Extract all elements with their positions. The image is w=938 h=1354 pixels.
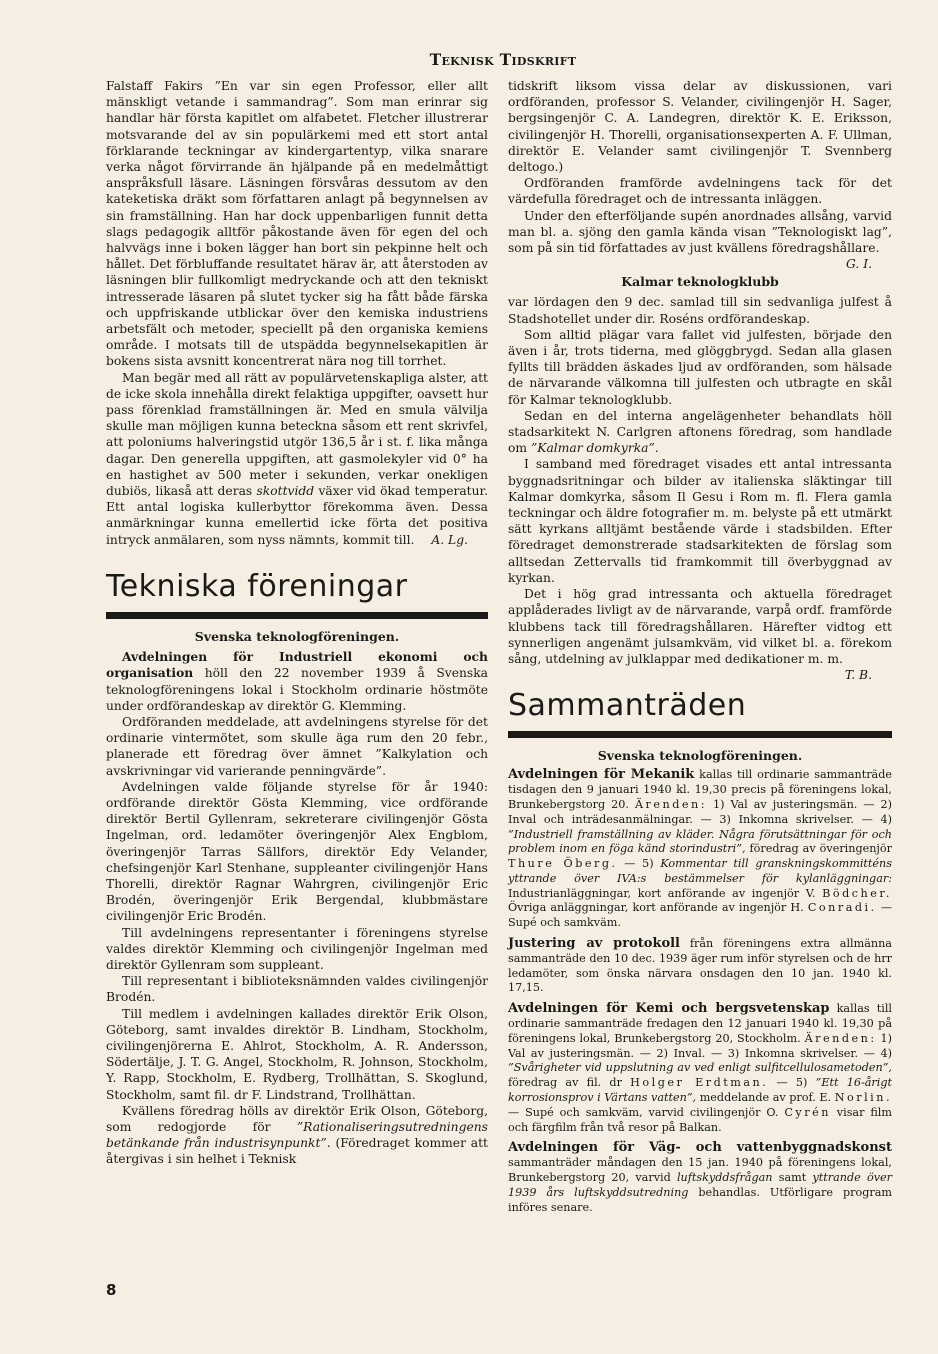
meeting-report-paragraph: Till representant i biblioteksnämnden valdes civilingenjör Brodén. xyxy=(106,974,488,1005)
club-report-paragraph: Som alltid plägar vara fallet vid julfesten, började den även i år, trots tiderna, med glöggbrygd. Sedan alla glasen fyllts till brädden äskades ljud av ordföranden, som hälsade de närvarande välkomna till julfesten och utbragte en skål för Kalmar teknologklubb. xyxy=(508,327,892,407)
meeting-report-paragraph: Till avdelningens representanter i föreningens styrelse valdes direktör Klemming och civilingenjör Ingelman med direktör Gyllenram som suppleant. xyxy=(106,925,488,972)
emphasis: skottvidd xyxy=(256,484,315,499)
meeting-report-paragraph: Avdelningen valde följande styrelse för år 1940: ordförande direktör Gösta Klemming, vice ordförande direktör Bertil Gyllenram, sekreterare civilingenjör Gösta Ingelman, ord. ledamöter överingenjör Alex Engblom, överingenjör Tarras Sällfors, direktör Edy Velander, chefsingenjör Karl Stenhane, suppleanter civilingenjör Hans Thorelli, direktör Ragnar Wahrgren, civilingenjör Eric Brodén, överingenjör Erik Bergendal, klubbmästare civilingenjör Eric Brodén. xyxy=(106,779,488,924)
meeting-report-paragraph: Ordföranden framförde avdelningens tack för det värdefulla föredraget och de intressanta inläggen. xyxy=(508,176,892,207)
review-paragraph: Falstaff Fakirs ”En var sin egen Professor, eller allt mänskligt vetande i sammandrag”. Som man erinrar sig handlar här första kapitlet om alfabetet. Fletcher illustrerar motsvarande del av sin populärkemi med ett stort antal förklarande teckningar av kindergartentyp, vilka snarare verka något förvirrande än hjälpande på en medelmåttigt anspråksfull läsare. Läsningen försvåras dessutom av den kateketiska dräkt som författaren anlagt på begynnelsen av sin framställning. Han har dock uppenbarligen funnit detta slags pedagogik alltför påkostande även för egen del och halvvägs inne i boken lägger han bort sin pekpinne helt och hållet. Det förbluffande resultatet härav är, att återstoden av läsningen blir fullkomligt medryckande och att den tekniskt intresserade läsaren på slutet tycker sig ha fått både färska och uppfriskande utblickar över den kemiska industriens arbetsfält och metoder, speciellt på den organiska kemiens område. I motsats till de utspädda begynnelsekapitlen är bokens sista avsnitt koncentrerat nära nog till torrhet. xyxy=(106,79,488,369)
signature: A. Lg. xyxy=(431,532,468,547)
page-number: 8 xyxy=(106,1281,117,1299)
meeting-report-paragraph: Ordföranden meddelade, att avdelningens styrelse för det ordinarie vintermötet, som skulle äga rum den 20 febr., planerade ett föredrag över ämnet ”Kalkylation och avskrivningar vid varierande penningvärde”. xyxy=(106,714,488,778)
subsection-title: Svenska teknologföreningen. xyxy=(597,748,803,764)
journal-masthead: Teknisk Tidskrift xyxy=(429,50,577,69)
meeting-report-paragraph: Kvällens föredrag hölls av direktör Erik Olson, Göteborg, som redogjorde för ”Rationaliseringsutredningens betänkande från industrisynpunkt”. (Föredraget kommer att återgivas i sin helhet i Teknisk xyxy=(106,1103,488,1167)
subsection-title-kalmar: Kalmar teknologklubb xyxy=(621,274,779,290)
meeting-report-paragraph: Under den efterföljande supén anordnades allsång, varvid man bl. a. sjöng den gamla kända visan ”Teknologiskt lag”, som på sin tid författades av just kvällens föredragshållare. G. I. xyxy=(508,208,892,272)
section-rule xyxy=(106,612,488,619)
meeting-report-paragraph: Till medlem i avdelningen kallades direktör Erik Olson, Göteborg, samt invaldes direktör B. Lindham, Stockholm, civilingenjörerna E. Ahlrot, Stockholm, A. R. Andersson, Södertälje, J. T. G. Angel, Stockholm, R. Johnson, Stockholm, Y. Rapp, Stockholm, E. Rydberg, Trollhättan, S. Skoglund, Stockholm, samt fil. dr F. Lindstrand, Trollhättan. xyxy=(106,1006,488,1102)
meeting-notice: Avdelningen för Kemi och bergsvetenskap kallas till ordinarie sammanträde fredagen den 12 januari 1940 kl. 19,30 på föreningens lokal, Brunkebergstorg 20, Stockholm. Ärenden: 1) Val av justeringsmän. — 2) Inval. — 3) Inkomna skrivelser. — 4) ”Svårigheter vid uppslutning av ved enligt sulfitcellulosametoden”, föredrag av fil. dr Holger Erdtman. — 5) ”Ett 16-årigt korrosionsprov i Värtans vatten”, meddelande av prof. E. Norlin. — Supé och samkväm, varvid civilingenjör O. Cyrén visar film och färgfilm från två resor på Balkan. xyxy=(508,1001,893,1134)
section-rule xyxy=(508,731,892,738)
subsection-title: Svenska teknologföreningen. xyxy=(194,628,400,644)
club-report-paragraph: Det i hög grad intressanta och aktuella föredraget applåderades livligt av de närvarande, varpå ordf. framförde klubbens tack till föredragshållaren. Härefter vidtog ett synnerligen angenämt julsamkväm, vid vilket bl. a. förekom sång, utdelning av julklappar med dedikationer m. m. T. B. xyxy=(508,587,892,683)
club-report-paragraph: I samband med föredraget visades ett antal intressanta byggnadsritningar och bilder av italienska släktingar till Kalmar domkyrka, såsom Il Gesu i Rom m. fl. Flera gamla teckningar och äldre fotografier m. m. belyste på ett utmärkt sätt kyrkans alltjämt bestående värde i stadsbilden. Efter föredraget demonstrerade stadsarkitekten de förslag som alltsedan Zettervalls tid framkommit till överbyggnad av kyrkan. xyxy=(508,457,892,585)
left-column xyxy=(106,78,488,1168)
meeting-notice: Justering av protokoll från föreningens extra allmänna sammanträde den 10 dec. 1939 äger rum inför styrelsen och de hrr ledamöter, som önska närvara onsdagen den 10 jan. 1940 kl. 17,15. xyxy=(508,936,892,995)
meeting-notice: Avdelningen för Väg- och vattenbyggnadskonst sammanträder måndagen den 15 jan. 1940 på föreningens lokal, Brunkebergstorg 20, varvid luftskyddsfrågan samt yttrande över 1939 års luftskyddsutredning behandlas. Utförligare program införes senare. xyxy=(508,1140,893,1214)
section-title-sammantraden: Sammanträden xyxy=(508,688,747,724)
section-title-tekniska-foreningar: Tekniska föreningar xyxy=(106,568,408,604)
meeting-report-continued: tidskrift liksom vissa delar av diskussionen, vari ordföranden, professor S. Velander, civilingenjör H. Sager, bergsingenjör C. A. Landegren, direktör K. E. Eriksson, civilingenjör H. Thorelli, organisationsexperten A. F. Ullman, direktör E. Velander samt civilingenjör T. Svennberg deltogo.) xyxy=(508,79,892,175)
meeting-notice: Avdelningen för Mekanik kallas till ordinarie sammanträde tisdagen den 9 januari 1940 kl. 19,30 precis på föreningens lokal, Brunkebergstorg 20. Ärenden: 1) Val av justeringsmän. — 2) Inval och inträdesanmälningar. — 3) Inkomna skrivelser. — 4) ”Industriell framställning av kläder. Några förutsättningar för och problem inom en föga känd storindustri”, föredrag av överingenjör Thure Öberg. — 5) Kommentar till granskningskommitténs yttrande över IVA:s bestämmelser för kylanläggningar: Industrianläggningar, kort anförande av ingenjör V. Bödcher. Övriga anläggningar, kort anförande av ingenjör H. Conradi. — Supé och samkväm. xyxy=(508,767,892,930)
review-paragraph: Man begär med all rätt av populärvetenskapliga alster, att de icke skola innehålla direkt felaktiga uppgifter, oavsett hur pass förenklad framställningen är. Med en smula välvilja skulle man möjligen kunna beteckna såsom ett rent skrivfel, att poloniums halveringstid utgör 136,5 år i st. f. lika många dagar. Den generella uppgiften, att gasmolekyler vid 0° ha en hastighet av 500 meter i sekunden, verkar onekligen dubiös, likaså att deras skottvidd växer vid ökad temperatur. Ett antal logiska kullerbyttor förekomma även. Dessa anmärkningar kunna emellertid icke förta det positiva intryck anmälaren, som nyss nämnts, kommit till. A. Lg. xyxy=(106,370,488,547)
club-report-paragraph: Sedan en del interna angelägenheter behandlats höll stadsarkitekt N. Carlgren aftonens föredrag, som handlade om ”Kalmar domkyrka”. xyxy=(508,408,892,456)
club-report-paragraph: var lördagen den 9 dec. samlad till sin sedvanliga julfest å Stadshotellet under dir. Roséns ordförandeskap. xyxy=(508,295,892,326)
signature: T. B. xyxy=(844,668,872,683)
meeting-report-paragraph: Avdelningen för Industriell ekonomi och organisation höll den 22 november 1939 å Svenska teknologföreningens lokal i Stockholm ordinarie höstmöte under ordförandeskap av direktör G. Klemming. xyxy=(106,649,488,713)
meeting-notices xyxy=(508,768,892,1215)
right-column xyxy=(508,78,892,1221)
signature: G. I. xyxy=(846,257,872,272)
